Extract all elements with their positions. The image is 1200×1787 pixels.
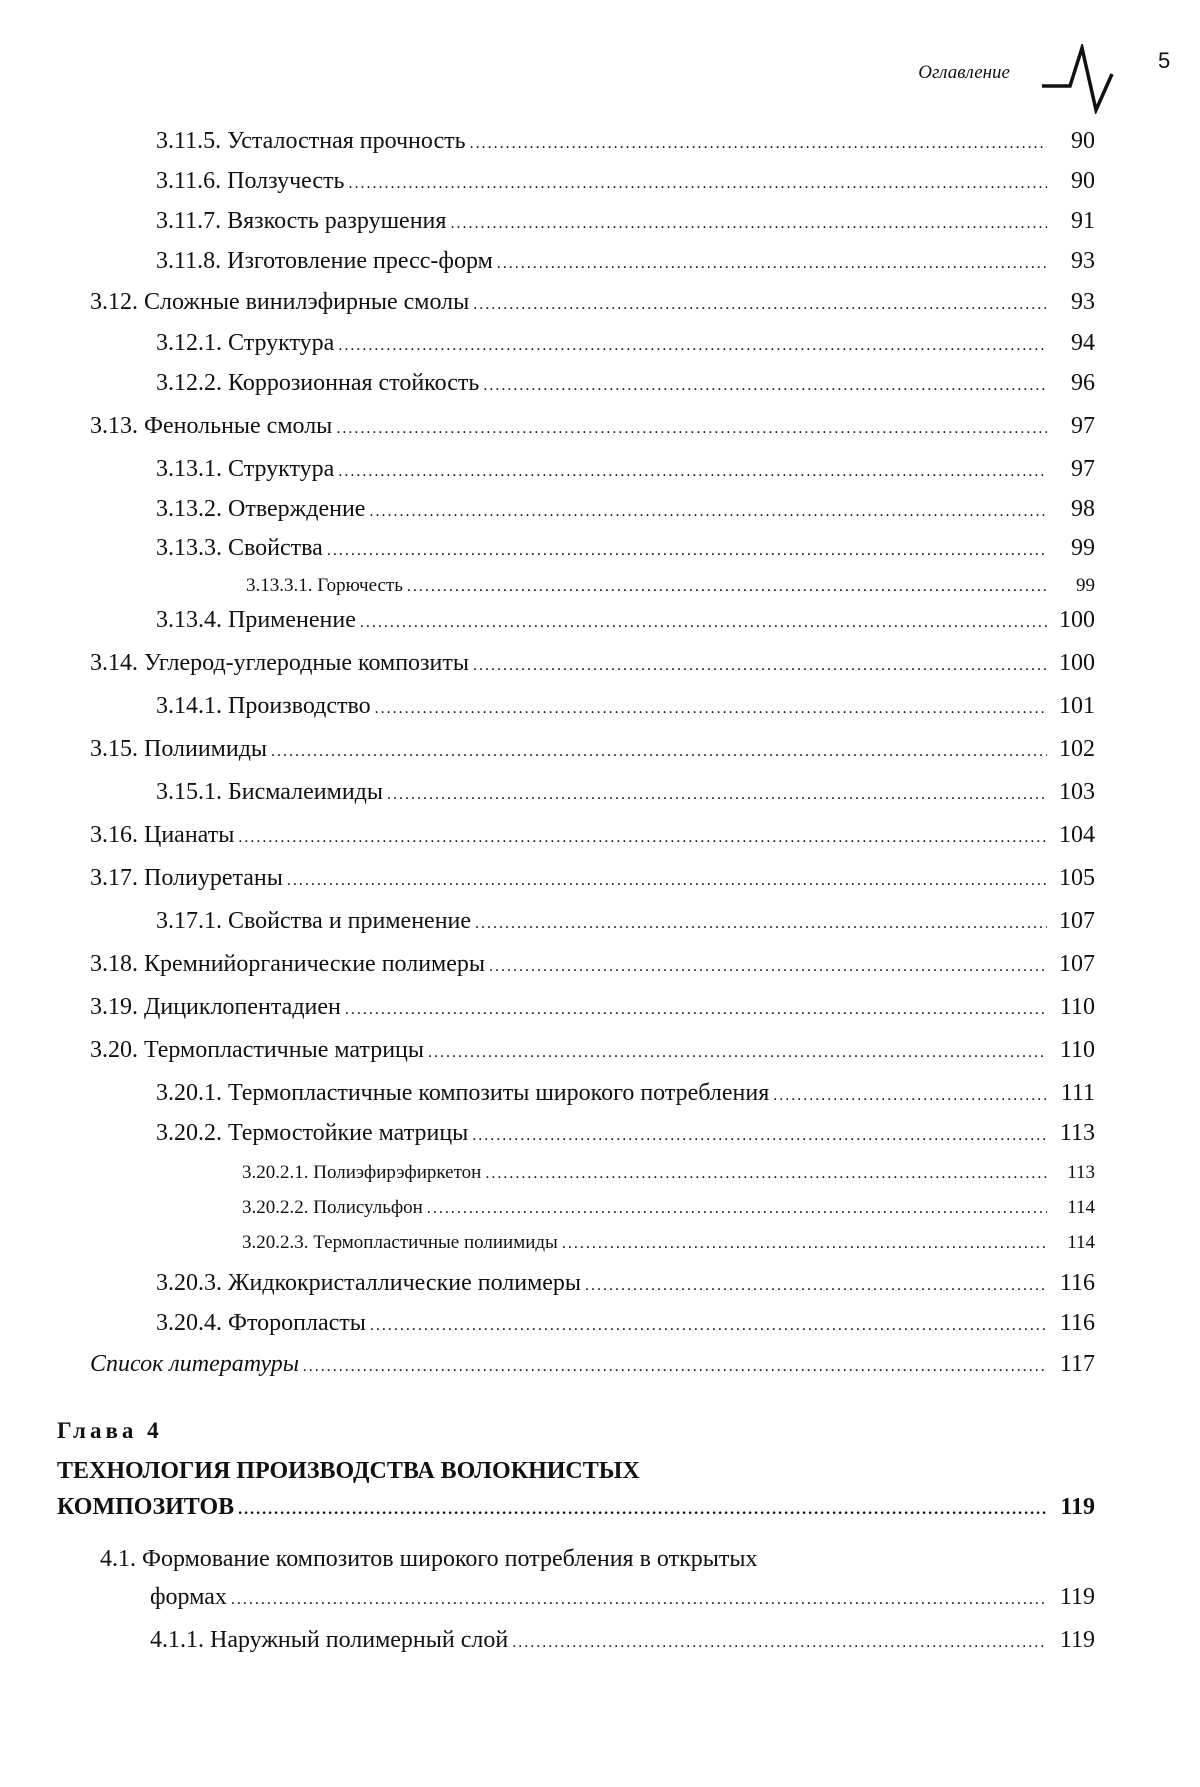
toc-leader	[485, 1159, 1047, 1189]
toc-leader	[473, 290, 1047, 320]
toc-number: 3.11.8.	[156, 248, 222, 274]
toc-page: 91	[1071, 208, 1095, 234]
toc-entry	[90, 1118, 1095, 1151]
toc-entry	[90, 1158, 1095, 1189]
toc-entry	[90, 820, 1095, 853]
toc-leader	[562, 1229, 1047, 1259]
pulse-mark-icon	[1040, 44, 1120, 114]
toc-page: 111	[1060, 1080, 1095, 1106]
toc-leader	[489, 952, 1047, 982]
toc-entry	[90, 533, 1095, 566]
toc-entry	[90, 328, 1095, 361]
toc-leader	[470, 129, 1047, 159]
toc-title: Свойства	[228, 535, 323, 561]
toc-leader	[271, 737, 1047, 767]
toc-title: Полиэфирэфиркетон	[313, 1162, 482, 1183]
toc-entry	[90, 246, 1095, 279]
toc-page: 99	[1071, 535, 1095, 561]
toc-leader	[773, 1081, 1047, 1111]
toc-entry	[90, 605, 1095, 638]
toc-number: 3.14.1.	[156, 693, 222, 719]
toc-title: Фторопласты	[228, 1310, 366, 1336]
toc-leader	[387, 780, 1047, 810]
chapter-title-line2: КОМПОЗИТОВ	[57, 1494, 235, 1520]
toc-title: Бисмалеимиды	[228, 779, 384, 805]
toc-page: 119	[1059, 1584, 1095, 1610]
toc-number: 3.13.1.	[156, 456, 222, 482]
toc-title: Термопластичные полиимиды	[313, 1232, 558, 1253]
toc-number: 3.11.6.	[156, 168, 222, 194]
toc-title: Отверждение	[228, 496, 366, 522]
toc-leader	[287, 866, 1047, 896]
toc-title: Структура	[228, 330, 335, 356]
toc-page: 100	[1059, 607, 1095, 633]
toc-title: Полиуретаны	[144, 865, 283, 891]
toc-page: 97	[1071, 456, 1095, 482]
toc-page: 119	[1059, 1627, 1095, 1653]
toc-title: Горючесть	[317, 575, 403, 596]
toc-title: Цианаты	[144, 822, 235, 848]
toc-leader	[473, 651, 1047, 681]
toc-title: Усталостная прочность	[227, 128, 466, 154]
toc-entry	[90, 1268, 1095, 1301]
toc-title-continued: формах	[150, 1584, 227, 1610]
toc-title: Формование композитов широкого потребления в открытых	[142, 1546, 758, 1572]
toc-entry	[90, 494, 1095, 527]
toc-leader	[345, 995, 1047, 1025]
toc-number: 3.20.2.	[156, 1120, 222, 1146]
toc-number: 3.13.4.	[156, 607, 222, 633]
running-title: Оглавление	[918, 62, 1010, 83]
toc-page: 102	[1059, 736, 1095, 762]
toc-page: 93	[1071, 289, 1095, 315]
toc-leader	[483, 371, 1047, 401]
toc-page: 119	[1060, 1494, 1095, 1520]
toc-number: 3.16.	[90, 822, 138, 848]
toc-entry	[90, 949, 1095, 982]
toc-number: 3.17.1.	[156, 908, 222, 934]
toc-number: 3.11.7.	[156, 208, 222, 234]
toc-title: Свойства и применение	[228, 908, 472, 934]
toc-number: 3.13.2.	[156, 496, 222, 522]
toc-leader	[497, 249, 1047, 279]
toc-page: 101	[1059, 693, 1095, 719]
toc-entry	[90, 906, 1095, 939]
toc-number: 4.1.1.	[150, 1627, 204, 1653]
toc-entry	[90, 1228, 1095, 1259]
toc-title: Список литературы	[90, 1351, 300, 1377]
toc-entry	[90, 1193, 1095, 1224]
toc-number: 3.11.5.	[156, 128, 222, 154]
toc-number: 3.13.	[90, 413, 138, 439]
toc-leader	[360, 608, 1047, 638]
toc-page: 114	[1067, 1232, 1095, 1253]
toc-leader	[375, 694, 1047, 724]
toc-page: 93	[1071, 248, 1095, 274]
toc-entry	[90, 863, 1095, 896]
toc-title: Кремнийорганические полимеры	[144, 951, 486, 977]
toc-page: 110	[1059, 994, 1095, 1020]
toc-page: 113	[1059, 1120, 1095, 1146]
toc-entry	[90, 368, 1095, 401]
toc-number: 3.13.3.1.	[246, 575, 313, 596]
chapter-title-entry	[57, 1492, 1095, 1525]
toc-number: 3.19.	[90, 994, 138, 1020]
toc-entry-first-line	[100, 1544, 757, 1574]
toc-title: Наружный полимерный слой	[210, 1627, 509, 1653]
toc-number: 3.13.3.	[156, 535, 222, 561]
toc-page: 116	[1059, 1270, 1095, 1296]
toc-leader	[238, 1495, 1047, 1525]
toc-number: 3.20.3.	[156, 1270, 222, 1296]
toc-entry	[90, 777, 1095, 810]
toc-leader	[427, 1194, 1047, 1224]
toc-title: Фенольные смолы	[144, 413, 333, 439]
page-number: 5	[1158, 48, 1171, 73]
toc-leader	[428, 1038, 1047, 1068]
toc-number: 3.20.2.3.	[242, 1232, 309, 1253]
toc-leader	[370, 1311, 1047, 1341]
toc-number: 4.1.	[100, 1546, 136, 1572]
chapter-title: ТЕХНОЛОГИЯ ПРОИЗВОДСТВА ВОЛОКНИСТЫХ	[57, 1458, 640, 1484]
chapter-label: Глава 4	[57, 1418, 163, 1443]
toc-title: Изготовление пресс-форм	[227, 248, 493, 274]
toc-page: 103	[1059, 779, 1095, 805]
toc-leader	[472, 1121, 1047, 1151]
toc-entry	[90, 1308, 1095, 1341]
toc-number: 3.14.	[90, 650, 138, 676]
toc-title: Полисульфон	[313, 1197, 423, 1218]
toc-page: 90	[1071, 168, 1095, 194]
toc-leader	[407, 572, 1047, 602]
toc-title: Ползучесть	[227, 168, 345, 194]
toc-title: Производство	[228, 693, 371, 719]
toc-title: Коррозионная стойкость	[228, 370, 480, 396]
toc-entry	[90, 648, 1095, 681]
toc-entry	[90, 734, 1095, 767]
toc-leader	[338, 457, 1047, 487]
toc-leader	[512, 1628, 1047, 1658]
toc-page: 97	[1071, 413, 1095, 439]
toc-page: 113	[1067, 1162, 1095, 1183]
toc-entry	[90, 691, 1095, 724]
toc-title: Полиимиды	[144, 736, 268, 762]
toc-leader	[585, 1271, 1047, 1301]
toc-page: 105	[1059, 865, 1095, 891]
toc-page: 114	[1067, 1197, 1095, 1218]
toc-number: 3.20.2.2.	[242, 1197, 309, 1218]
toc-entry	[150, 1582, 1095, 1615]
toc-page: 107	[1059, 951, 1095, 977]
toc-entry	[90, 126, 1095, 159]
toc-leader	[450, 209, 1047, 239]
toc-entry	[90, 206, 1095, 239]
toc-entry	[90, 571, 1095, 602]
toc-title: Вязкость разрушения	[227, 208, 447, 234]
toc-number: 3.15.	[90, 736, 138, 762]
toc-entry	[90, 1035, 1095, 1068]
toc-leader	[231, 1585, 1047, 1615]
toc-title: Жидкокристаллические полимеры	[228, 1270, 582, 1296]
toc-entry	[90, 411, 1095, 444]
toc-page: 98	[1071, 496, 1095, 522]
toc-leader	[336, 414, 1047, 444]
toc-entry-references	[90, 1349, 1095, 1382]
toc-page: 99	[1076, 575, 1095, 596]
toc-entry	[90, 992, 1095, 1025]
toc-number: 3.12.	[90, 289, 138, 315]
toc-page: 107	[1059, 908, 1095, 934]
toc-leader	[327, 536, 1047, 566]
toc-entry	[90, 166, 1095, 199]
toc-number: 3.20.4.	[156, 1310, 222, 1336]
toc-number: 3.20.2.1.	[242, 1162, 309, 1183]
toc-title: Применение	[228, 607, 356, 633]
toc-number: 3.20.1.	[156, 1080, 222, 1106]
toc-page: 90	[1071, 128, 1095, 154]
toc-leader	[369, 497, 1047, 527]
toc-title: Сложные винилэфирные смолы	[144, 289, 470, 315]
toc-entry	[90, 287, 1095, 320]
toc-entry	[90, 454, 1095, 487]
toc-entry	[150, 1625, 1095, 1658]
toc-leader	[338, 331, 1047, 361]
toc-title: Термопластичные композиты широкого потребления	[228, 1080, 770, 1106]
page-header	[0, 40, 1200, 130]
toc-page: 104	[1059, 822, 1095, 848]
toc-number: 3.18.	[90, 951, 138, 977]
toc-leader	[475, 909, 1047, 939]
toc-title: Углерод-углеродные композиты	[144, 650, 469, 676]
toc-page: 110	[1059, 1037, 1095, 1063]
toc-page: 96	[1071, 370, 1095, 396]
toc-page: 100	[1059, 650, 1095, 676]
toc-title: Дициклопентадиен	[144, 994, 341, 1020]
toc-number: 3.12.2.	[156, 370, 222, 396]
toc-number: 3.15.1.	[156, 779, 222, 805]
toc-leader	[238, 823, 1047, 853]
toc-page: 94	[1071, 330, 1095, 356]
toc-entry	[90, 1078, 1095, 1111]
toc-number: 3.20.	[90, 1037, 138, 1063]
toc-page: 117	[1059, 1351, 1095, 1377]
toc-number: 3.17.	[90, 865, 138, 891]
toc-page: 116	[1059, 1310, 1095, 1336]
toc-leader	[303, 1352, 1047, 1382]
toc-title: Термостойкие матрицы	[228, 1120, 469, 1146]
toc-title: Структура	[228, 456, 335, 482]
toc-leader	[348, 169, 1047, 199]
toc-number: 3.12.1.	[156, 330, 222, 356]
toc-title: Термопластичные матрицы	[144, 1037, 425, 1063]
